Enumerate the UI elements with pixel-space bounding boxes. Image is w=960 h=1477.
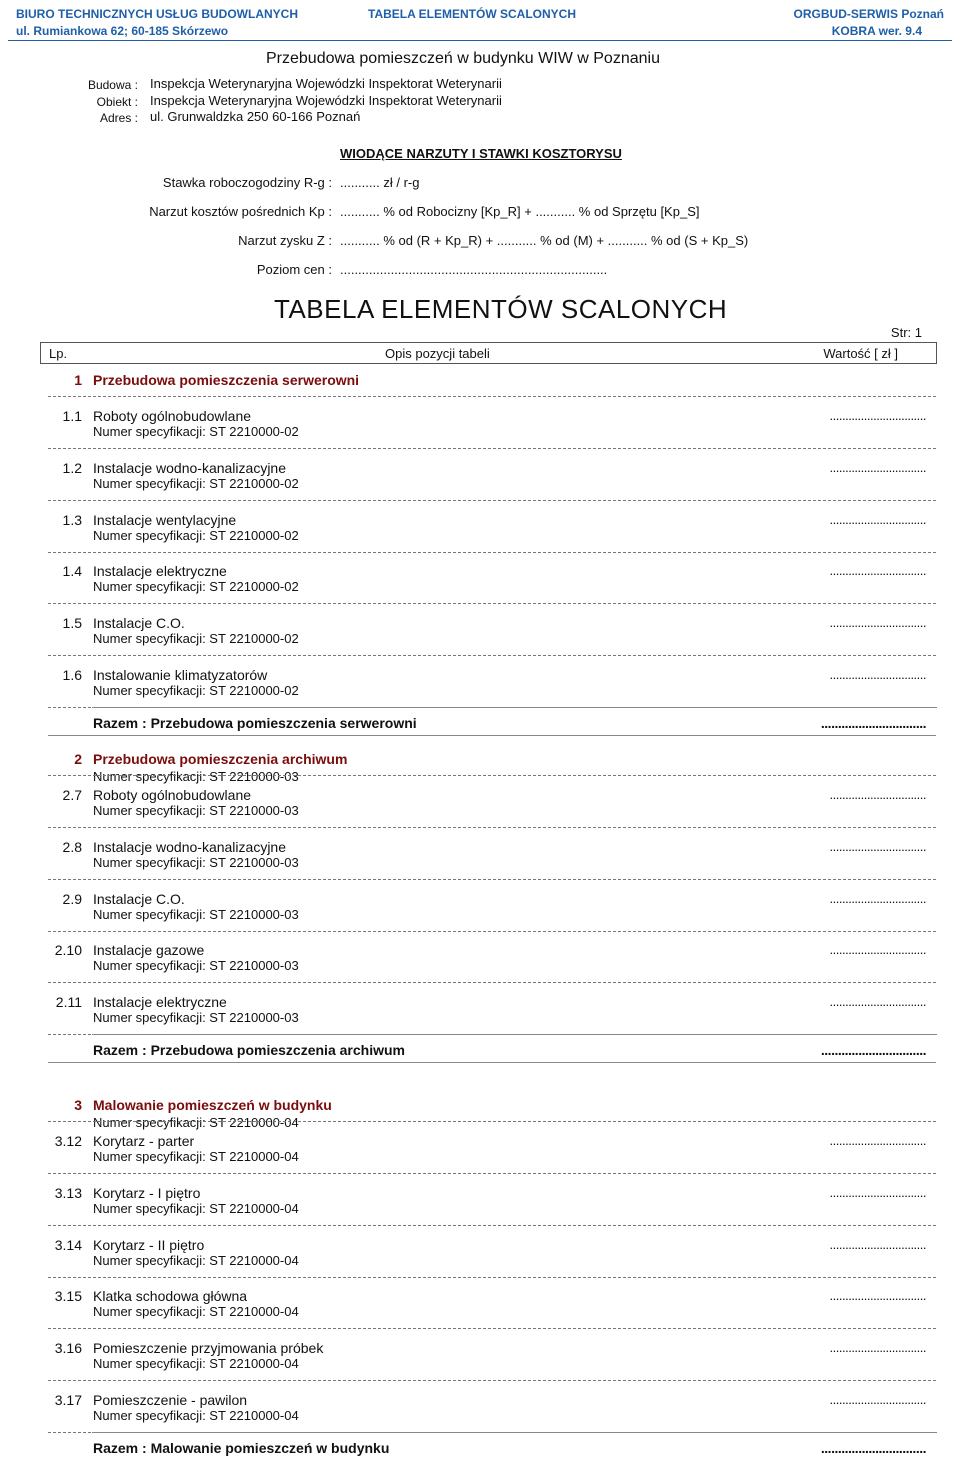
- item-spec: Numer specyfikacji: ST 2210000-02: [93, 424, 299, 439]
- item-spec: Numer specyfikacji: ST 2210000-03: [93, 1010, 299, 1026]
- item-value: ...............................: [829, 408, 926, 423]
- item-spec: Numer specyfikacji: ST 2210000-02: [93, 579, 299, 595]
- table-title: TABELA ELEMENTÓW SCALONYCH: [274, 294, 728, 324]
- item-value: ...............................: [829, 563, 926, 579]
- kp-label: Narzut kosztów pośrednich Kp :: [149, 204, 332, 219]
- item-value: ...............................: [829, 667, 926, 682]
- section-total-label: Razem : Malowanie pomieszczeń w budynku: [93, 1439, 390, 1456]
- item-name: Instalacje C.O.: [93, 615, 185, 632]
- row-divider: [48, 552, 936, 553]
- section-title: Malowanie pomieszczeń w budynku: [93, 1097, 332, 1113]
- table-header: [40, 342, 937, 364]
- section-total-value: ...............................: [820, 1439, 926, 1456]
- section-divider: [48, 1062, 936, 1063]
- item-lp: 1.1: [62, 408, 82, 424]
- row-divider: [48, 1173, 936, 1174]
- row-divider: [48, 1328, 936, 1329]
- item-lp: 3.17: [54, 1392, 82, 1408]
- col-lp: Lp.: [49, 346, 68, 361]
- item-name: Instalowanie klimatyzatorów: [93, 667, 268, 683]
- item-value: ...............................: [829, 615, 926, 631]
- row-divider: [48, 603, 936, 604]
- section-total-value: ...............................: [820, 1042, 926, 1058]
- item-value: ...............................: [829, 511, 926, 527]
- row-divider: [48, 448, 936, 449]
- item-lp: 2.11: [55, 994, 82, 1011]
- row-divider: [48, 879, 936, 880]
- item-value: ...............................: [829, 838, 926, 854]
- razem-divider: [92, 707, 937, 708]
- item-spec: Numer specyfikacji: ST 2210000-04: [93, 1356, 299, 1372]
- page-number: Str: 1: [890, 325, 922, 340]
- item-spec: Numer specyfikacji: ST 2210000-04: [93, 1304, 299, 1320]
- row-divider: [48, 1380, 936, 1381]
- item-value: ...............................: [829, 787, 926, 802]
- razem-divider: [92, 1034, 937, 1035]
- item-value: ...............................: [829, 994, 926, 1010]
- item-spec: Numer specyfikacji: ST 2210000-04: [93, 1408, 299, 1423]
- section-title: Przebudowa pomieszczenia serwerowni: [93, 372, 360, 388]
- item-lp: 3.12: [54, 1133, 82, 1149]
- poziom-value: ..........................................................................: [340, 262, 608, 277]
- row-divider: [48, 931, 936, 932]
- item-value: ...............................: [829, 1392, 926, 1407]
- section-total-value: ...............................: [820, 714, 926, 731]
- item-name: Instalacje C.O.: [93, 890, 185, 907]
- section-spec: Numer specyfikacji: ST 2210000-04: [93, 1115, 299, 1130]
- section-number: 1: [74, 372, 82, 388]
- item-value: ...............................: [829, 1340, 926, 1356]
- item-name: Korytarz - I piętro: [93, 1184, 201, 1201]
- item-name: Klatka schodowa główna: [93, 1288, 248, 1305]
- adres-label: Adres :: [99, 111, 138, 125]
- row-divider: [48, 500, 936, 501]
- item-lp: 2.10: [54, 942, 82, 959]
- item-name: Instalacje gazowe: [93, 942, 205, 959]
- company-name: BIURO TECHNICZNYCH USŁUG BUDOWLANYCH: [16, 7, 298, 21]
- item-value: ...............................: [829, 1184, 926, 1200]
- section-spec: Numer specyfikacji: ST 2210000-03: [93, 769, 299, 784]
- stawka-label: Stawka roboczogodziny R-g :: [162, 175, 332, 190]
- item-lp: 1.5: [62, 615, 82, 632]
- item-value: ...............................: [829, 942, 926, 958]
- item-lp: 3.14: [54, 1236, 82, 1253]
- razem-divider: [92, 1432, 937, 1433]
- narzuty-title: WIODĄCE NARZUTY I STAWKI KOSZTORYSU: [340, 146, 622, 161]
- item-value: ...............................: [829, 890, 926, 906]
- row-divider: [48, 982, 936, 983]
- item-lp: 1.6: [62, 667, 82, 683]
- item-lp: 2.7: [62, 787, 82, 803]
- item-spec: Numer specyfikacji: ST 2210000-03: [93, 854, 299, 870]
- software-version: KOBRA wer. 9.4: [831, 24, 922, 38]
- item-spec: Numer specyfikacji: ST 2210000-04: [93, 1149, 299, 1164]
- section-title: Przebudowa pomieszczenia archiwum: [93, 751, 348, 767]
- row-divider: [48, 396, 936, 397]
- section-total-label: Razem : Przebudowa pomieszczenia archiwum: [93, 1042, 405, 1058]
- header-doc-type: TABELA ELEMENTÓW SCALONYCH: [368, 7, 576, 21]
- item-name: Instalacje elektryczne: [93, 994, 227, 1011]
- item-value: ...............................: [829, 1236, 926, 1252]
- item-name: Pomieszczenie przyjmowania próbek: [93, 1340, 324, 1357]
- item-lp: 1.2: [62, 459, 82, 476]
- row-divider: [48, 775, 936, 776]
- item-spec: Numer specyfikacji: ST 2210000-03: [93, 906, 299, 922]
- item-lp: 3.15: [54, 1288, 82, 1305]
- software-name: ORGBUD-SERWIS Poznań: [793, 7, 944, 21]
- section-number: 3: [74, 1097, 82, 1113]
- section-divider: [48, 735, 936, 736]
- z-label: Narzut zysku Z :: [238, 233, 332, 248]
- item-name: Instalacje wentylacyjne: [93, 511, 237, 528]
- item-lp: 2.9: [62, 890, 82, 907]
- row-divider: [48, 827, 936, 828]
- item-lp: 1.3: [62, 511, 82, 528]
- obiekt-value: Inspekcja Weterynaryjna Wojewódzki Inspektorat Weterynarii: [150, 93, 502, 108]
- col-wartosc: Wartość [ zł ]: [823, 346, 898, 361]
- item-lp: 3.13: [54, 1184, 82, 1201]
- item-name: Instalacje wodno-kanalizacyjne: [93, 838, 286, 855]
- poziom-label: Poziom cen :: [256, 262, 332, 277]
- item-spec: Numer specyfikacji: ST 2210000-02: [93, 683, 299, 698]
- item-spec: Numer specyfikacji: ST 2210000-04: [93, 1252, 299, 1268]
- stawka-value: ........... zł / r-g: [340, 175, 420, 190]
- budowa-label: Budowa :: [87, 78, 138, 92]
- item-spec: Numer specyfikacji: ST 2210000-04: [93, 1200, 299, 1216]
- item-lp: 1.4: [62, 563, 82, 580]
- project-title: Przebudowa pomieszczeń w budynku WIW w Poznaniu: [266, 50, 660, 67]
- section-number: 2: [74, 751, 82, 767]
- item-name: Korytarz - II piętro: [93, 1236, 205, 1253]
- row-divider: [48, 1121, 936, 1122]
- item-value: ...............................: [829, 1133, 926, 1148]
- adres-value: ul. Grunwaldzka 250 60-166 Poznań: [150, 109, 361, 124]
- item-lp: 2.8: [62, 838, 82, 855]
- item-lp: 3.16: [54, 1340, 82, 1357]
- item-value: ...............................: [829, 459, 926, 475]
- company-address: ul. Rumiankowa 62; 60-185 Skórzewo: [16, 24, 229, 38]
- item-name: Roboty ogólnobudowlane: [93, 408, 252, 424]
- z-value: ........... % od (R + Kp_R) + ........... % od (M) + ........... % od (S + Kp_S): [340, 233, 749, 248]
- budowa-value: Inspekcja Weterynaryjna Wojewódzki Inspektorat Weterynarii: [150, 76, 502, 91]
- item-spec: Numer specyfikacji: ST 2210000-03: [93, 803, 299, 818]
- item-name: Instalacje elektryczne: [93, 563, 227, 580]
- row-divider: [48, 655, 936, 656]
- item-spec: Numer specyfikacji: ST 2210000-02: [93, 475, 299, 491]
- item-name: Korytarz - parter: [93, 1133, 195, 1149]
- item-spec: Numer specyfikacji: ST 2210000-03: [93, 958, 299, 974]
- item-name: Instalacje wodno-kanalizacyjne: [93, 459, 286, 476]
- kp-value: ........... % od Robocizny [Kp_R] + ........... % od Sprzętu [Kp_S]: [340, 204, 700, 219]
- section-total-label: Razem : Przebudowa pomieszczenia serwerowni: [93, 714, 417, 731]
- row-divider: [48, 1225, 936, 1226]
- col-opis: Opis pozycji tabeli: [385, 346, 490, 361]
- item-name: Roboty ogólnobudowlane: [93, 787, 252, 803]
- item-spec: Numer specyfikacji: ST 2210000-02: [93, 631, 299, 647]
- obiekt-label: Obiekt :: [96, 95, 138, 109]
- item-value: ...............................: [829, 1288, 926, 1304]
- row-divider: [48, 1277, 936, 1278]
- item-name: Pomieszczenie - pawilon: [93, 1392, 248, 1408]
- item-spec: Numer specyfikacji: ST 2210000-02: [93, 527, 299, 543]
- header-divider: [8, 40, 952, 41]
